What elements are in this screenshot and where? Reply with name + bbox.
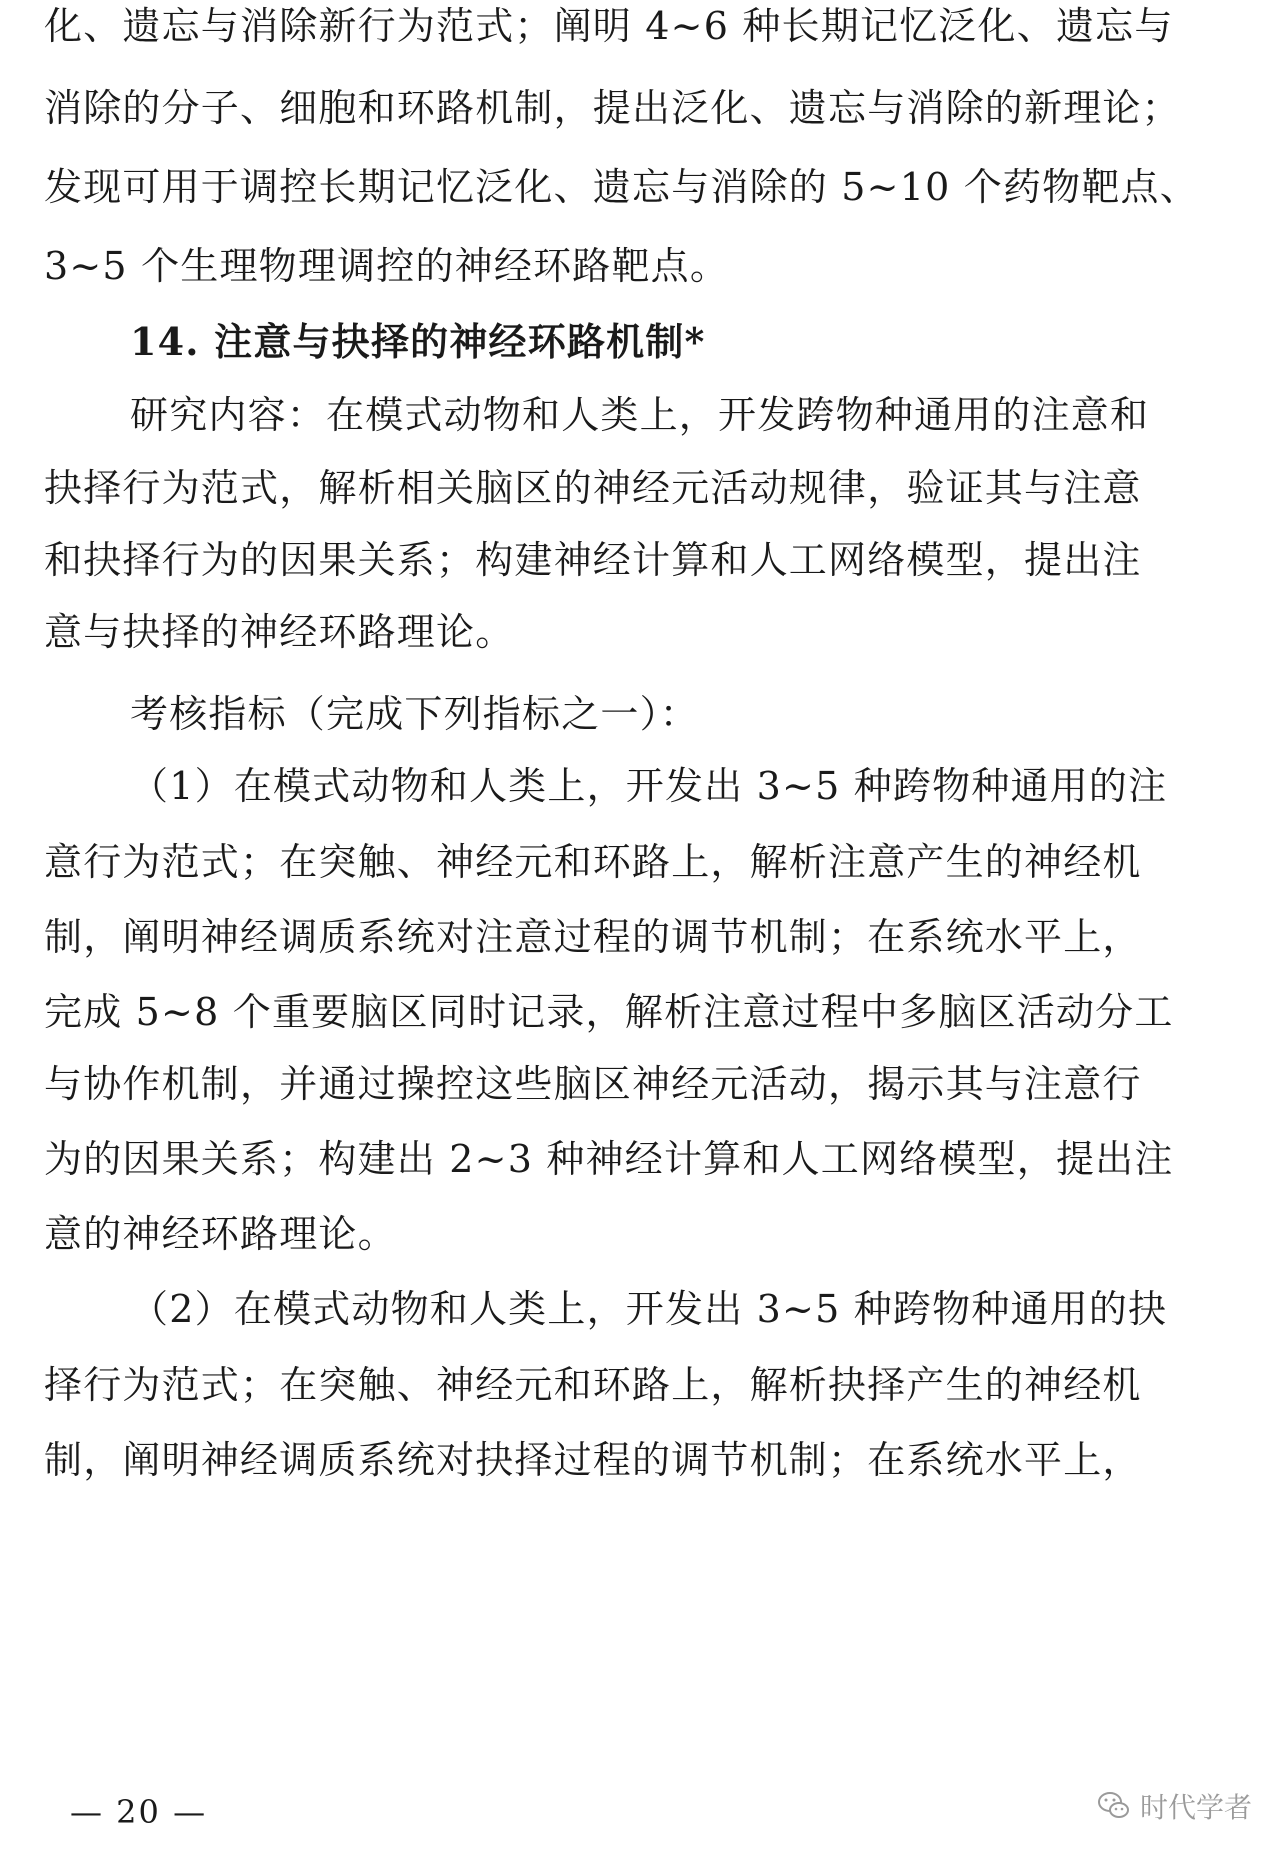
text-line: 为的因果关系；构建出 2~3 种神经计算和人工网络模型，提出注 (44, 1137, 1174, 1181)
text-line: 意与抉择的神经环路理论。 (44, 610, 515, 654)
text-line: 化、遗忘与消除新行为范式；阐明 4~6 种长期记忆泛化、遗忘与 (44, 4, 1174, 48)
watermark-text: 时代学者 (1139, 1791, 1252, 1824)
text-line: 意行为范式；在突触、神经元和环路上，解析注意产生的神经机 (44, 840, 1142, 884)
text-line: （1）在模式动物和人类上，开发出 3~5 种跨物种通用的注 (130, 764, 1168, 808)
text-line: 制，阐明神经调质系统对抉择过程的调节机制；在系统水平上， (44, 1438, 1142, 1482)
text-line: 与协作机制，并通过操控这些脑区神经元活动，揭示其与注意行 (44, 1062, 1142, 1106)
wechat-icon (1096, 1788, 1132, 1824)
text-line: 3~5 个生理物理调控的神经环路靶点。 (44, 244, 730, 288)
text-line: 意的神经环路理论。 (44, 1212, 397, 1256)
text-line: 消除的分子、细胞和环路机制，提出泛化、遗忘与消除的新理论； (44, 86, 1181, 130)
section-heading: 14. 注意与抉择的神经环路机制* (130, 319, 706, 364)
text-line: 考核指标（完成下列指标之一）： (130, 692, 700, 736)
text-line: 发现可用于调控长期记忆泛化、遗忘与消除的 5~10 个药物靶点、 (44, 165, 1199, 209)
text-line: 完成 5~8 个重要脑区同时记录，解析注意过程中多脑区活动分工 (44, 990, 1174, 1034)
text-line: 和抉择行为的因果关系；构建神经计算和人工网络模型，提出注 (44, 538, 1142, 582)
page-number: — 20 — (70, 1793, 208, 1831)
text-line: 研究内容：在模式动物和人类上，开发跨物种通用的注意和 (130, 393, 1150, 437)
text-line: （2）在模式动物和人类上，开发出 3~5 种跨物种通用的抉 (130, 1287, 1168, 1331)
text-line: 抉择行为范式，解析相关脑区的神经元活动规律，验证其与注意 (44, 466, 1142, 510)
text-line: 制，阐明神经调质系统对注意过程的调节机制；在系统水平上， (44, 915, 1142, 959)
text-line: 择行为范式；在突触、神经元和环路上，解析抉择产生的神经机 (44, 1363, 1142, 1407)
watermark (1096, 1786, 1252, 1826)
